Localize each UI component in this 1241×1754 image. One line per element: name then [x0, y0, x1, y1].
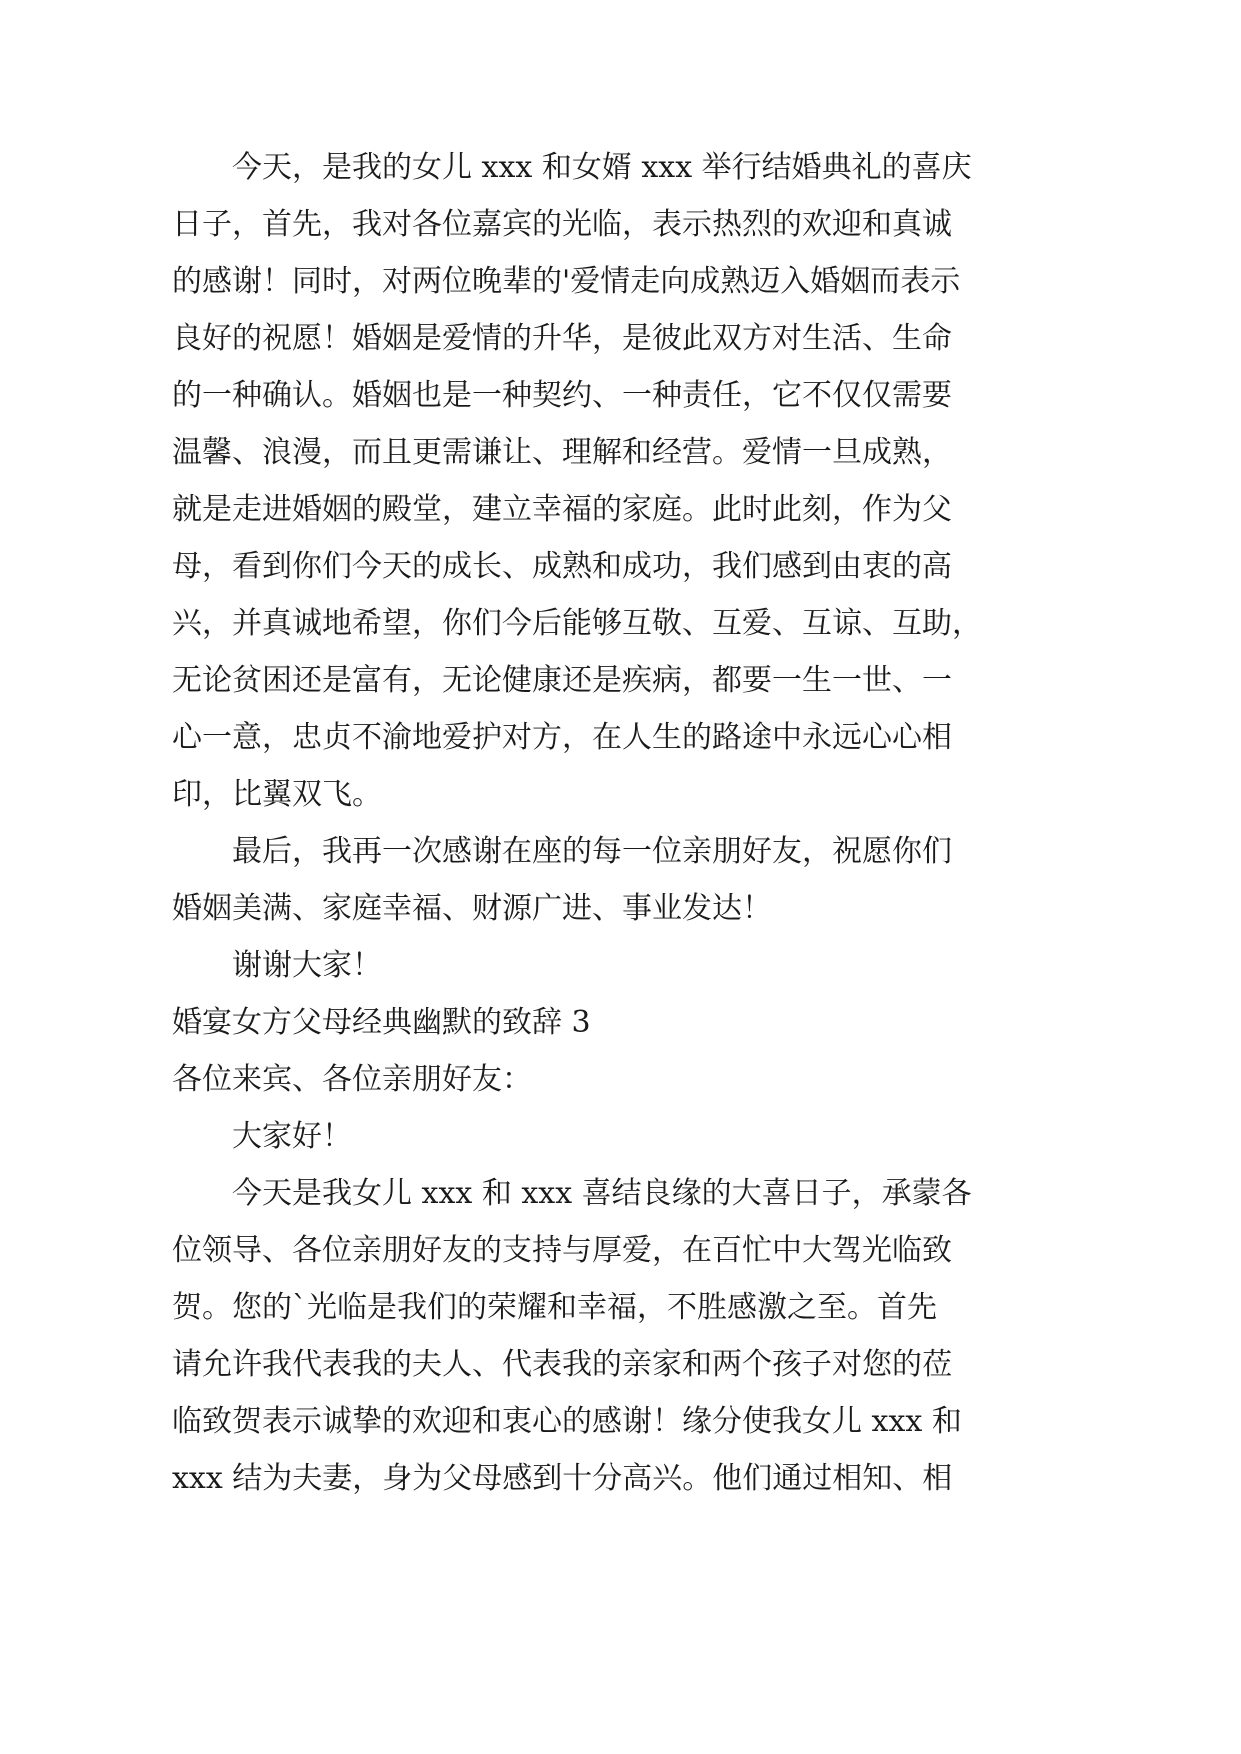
text-line-1: 今天，是我的女儿 xxx 和女婿 xxx 举行结婚典礼的喜庆 [232, 150, 972, 185]
greeting: 大家好！ [232, 1119, 352, 1154]
text-line-14: 婚姻美满、家庭幸福、财源广进、事业发达！ [172, 891, 772, 926]
text-line-3: 的感谢！同时，对两位晚辈的'爱情走向成熟迈入婚姻而表示 [172, 264, 961, 299]
salutation: 各位来宾、各位亲朋好友： [172, 1062, 532, 1097]
text-line-13: 最后，我再一次感谢在座的每一位亲朋好友，祝愿你们 [232, 834, 952, 869]
text-line-4: 良好的祝愿！婚姻是爱情的升华，是彼此双方对生活、生命 [172, 321, 952, 356]
text-line-5: 的一种确认。婚姻也是一种契约、一种责任，它不仅仅需要 [172, 378, 952, 413]
text-line-2: 日子，首先，我对各位嘉宾的光临，表示热烈的欢迎和真诚 [172, 207, 952, 242]
section-heading: 婚宴女方父母经典幽默的致辞 3 [172, 1005, 591, 1040]
text-line-10: 无论贫困还是富有，无论健康还是疾病，都要一生一世、一 [172, 663, 952, 698]
text-line-24: xxx 结为夫妻，身为父母感到十分高兴。他们通过相知、相 [172, 1461, 953, 1496]
text-line-22: 请允许我代表我的夫人、代表我的亲家和两个孩子对您的莅 [172, 1347, 952, 1382]
text-line-6: 温馨、浪漫，而且更需谦让、理解和经营。爱情一旦成熟， [172, 435, 952, 470]
text-line-21: 贺。您的`光临是我们的荣耀和幸福，不胜感激之至。首先 [172, 1290, 937, 1325]
text-line-7: 就是走进婚姻的殿堂，建立幸福的家庭。此时此刻，作为父 [172, 492, 952, 527]
text-line-9: 兴，并真诚地希望，你们今后能够互敬、互爱、互谅、互助， [172, 606, 982, 641]
text-line-23: 临致贺表示诚挚的欢迎和衷心的感谢！缘分使我女儿 xxx 和 [172, 1404, 962, 1439]
text-line-11: 心一意，忠贞不渝地爱护对方，在人生的路途中永远心心相 [172, 720, 952, 755]
text-line-8: 母，看到你们今天的成长、成熟和成功，我们感到由衷的高 [172, 549, 952, 584]
text-line-19: 今天是我女儿 xxx 和 xxx 喜结良缘的大喜日子，承蒙各 [232, 1176, 972, 1211]
text-line-12: 印，比翼双飞。 [172, 777, 382, 812]
text-line-20: 位领导、各位亲朋好友的支持与厚爱，在百忙中大驾光临致 [172, 1233, 952, 1268]
text-line-15: 谢谢大家！ [232, 948, 382, 983]
